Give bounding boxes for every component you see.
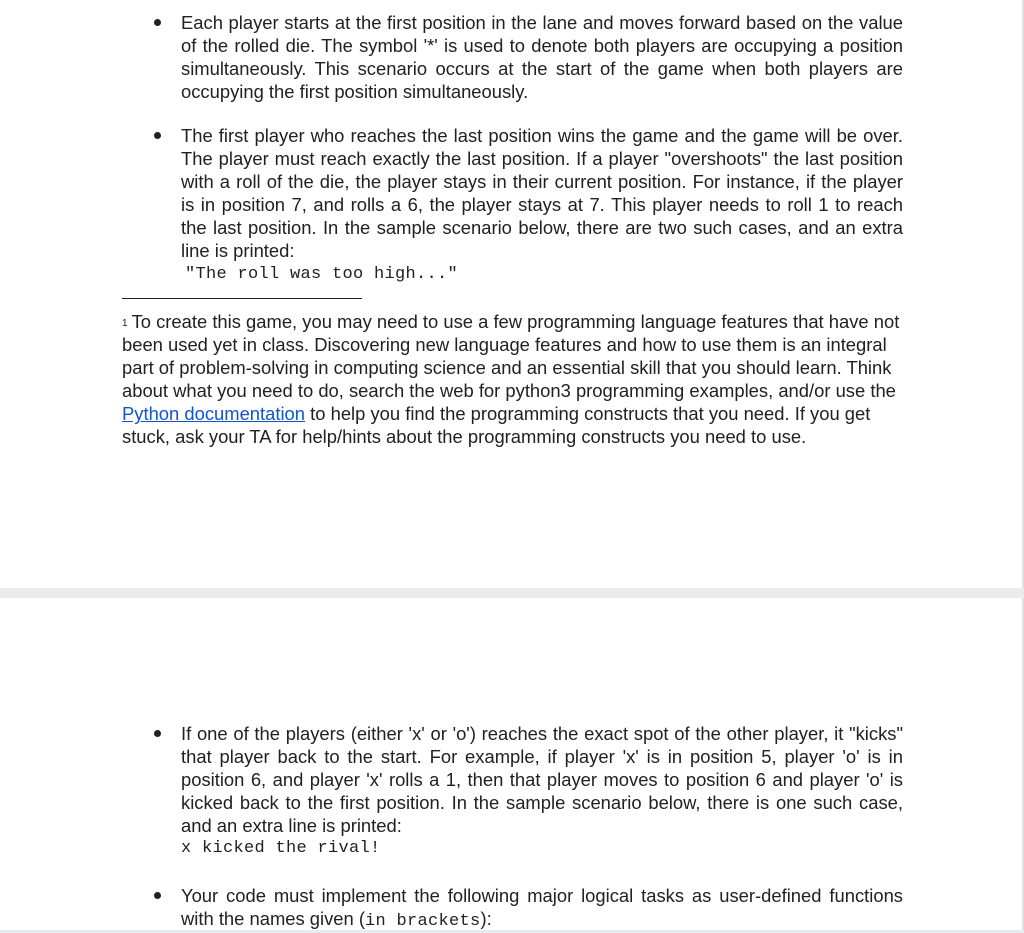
footnote-text-cont: to help you find the programming constructs that you need. If you get stuck, ask your TA for help/hints about the programming constructs you need to use.: [122, 403, 871, 448]
bullet-text: Your code must implement the following major logical tasks as user-defined functions with the names given (: [181, 885, 903, 930]
footnote-text: To create this game, you may need to use a few programming language features that have not been used yet in class. Discovering new language features and how to use them is an integral part of problem-solving in computing science and an essential skill that you should learn. Think about what you need to do, search the web for python3 programming examples, and/or use the: [122, 311, 900, 402]
code-snippet-kicked: x kicked the rival!: [181, 839, 381, 859]
bullet-item-start-position: [181, 11, 903, 103]
bullet-text: The first player who reaches the last position wins the game and the game will be over. The player must reach exactly the last position. If a player "overshoots" the last position with a roll of the die, the player stays in their current position. For instance, if the player is in position 7, and rolls a 6, the player stays at 7. This player needs to roll 1 to reach the last position. In the sample scenario below, there are two such cases, and an extra line is printed:: [181, 125, 903, 262]
document-page-2: [0, 598, 1024, 930]
footnote-separator: [122, 298, 362, 299]
footnote-marker: 1: [122, 318, 128, 329]
bullet-text-end: ):: [480, 908, 492, 930]
bullet-text: Each player starts at the first position in the lane and moves forward based on the value of the rolled die. The symbol '*' is used to denote both players are occupying a position simultaneously. This scenario occurs at the start of the game when both players are occupying the first position simultaneously.: [181, 12, 903, 103]
page-gap: [0, 588, 1024, 598]
bullet-item-last-position: [181, 124, 903, 286]
python-documentation-link[interactable]: Python documentation: [122, 403, 306, 425]
code-snippet-too-high: "The roll was too high...": [185, 264, 459, 284]
inline-code-in-brackets: in brackets: [365, 912, 481, 932]
bullet-text: If one of the players (either 'x' or 'o') reaches the exact spot of the other player, it "kicks" that player back to the start. For example, if player 'x' is in position 5, player 'o' is in position 6, and player 'x' rolls a 1, then that player moves to position 6 and player 'o' is kicked back to the first position. In the sample scenario below, there is one such case, and an extra line is printed:: [181, 723, 903, 837]
bullet-item-kick-rival: [181, 722, 903, 861]
bullet-item-functions: [181, 884, 903, 933]
footnote: [122, 310, 912, 449]
